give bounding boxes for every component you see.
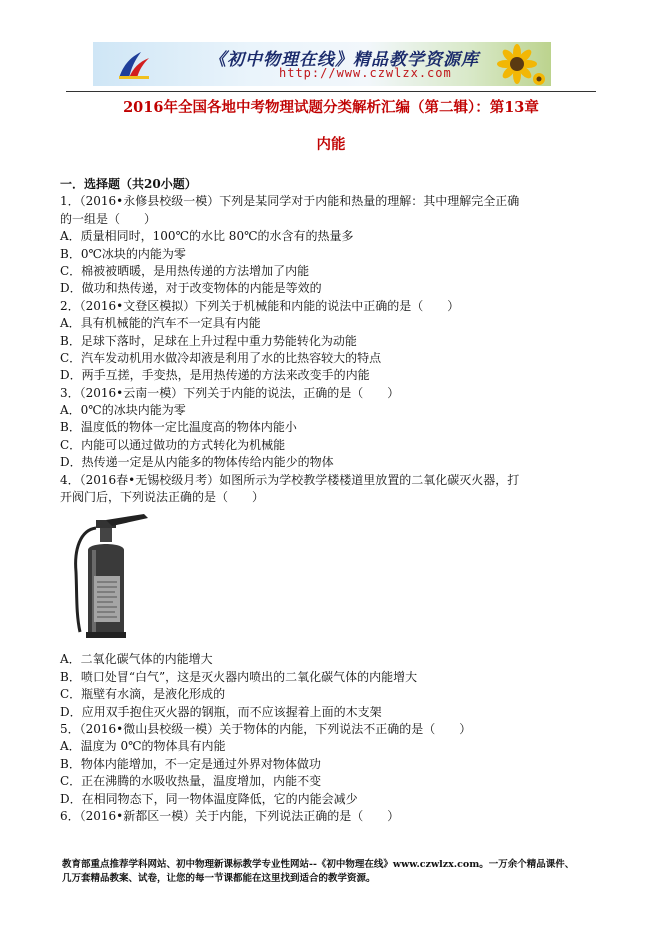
header-banner	[93, 42, 551, 86]
section-heading: 一．选择题（共20小题）	[60, 177, 197, 191]
page-footer	[62, 858, 602, 886]
text-line: 6．（2016•新都区一模）关于内能，下列说法正确的是（ ）	[60, 808, 400, 823]
text-line: D．两手互搓，手变热，是用热传递的方法来改变手的内能	[60, 368, 370, 383]
text-line: A．二氧化碳气体的内能增大	[60, 652, 213, 667]
text-line: C．瓶壁有水滴，是液化形成的	[60, 687, 226, 702]
text-line: C．内能可以通过做功的方式转化为机械能	[60, 437, 286, 452]
text-line: 3．（2016•云南一模）下列关于内能的说法，正确的是（ ）	[60, 385, 400, 400]
header-rule	[66, 91, 596, 92]
text-line: B．喷口处冒“白气”，这是灭火器内喷出的二氧化碳气体的内能增大	[60, 669, 418, 684]
document-title: 2016年全国各地中考物理试题分类解析汇编（第二辑）：第13章	[123, 99, 539, 116]
text-line: D．应用双手抱住灭火器的钢瓶，而不应该握着上面的木支架	[60, 704, 382, 719]
text-line: A．0℃的冰块内能为零	[60, 403, 186, 418]
document-title-line2: 内能	[316, 136, 346, 153]
banner-url: http://www.czwlzx.com	[279, 66, 452, 80]
text-line: 4．（2016春•无锡校级月考）如图所示为学校教学楼楼道里放置的二氧化碳灭火器，打	[60, 472, 520, 487]
footer-line-1: 教育部重点推荐学科网站、初中物理新课标教学专业性网站--《初中物理在线》www.czwlzx.com。一万余个精品课件、	[62, 859, 575, 870]
text-line: B．0℃冰块的内能为零	[60, 246, 186, 261]
text-line: C．棉被被晒暖，是用热传递的方法增加了内能	[60, 263, 310, 278]
sunflower-image	[487, 43, 545, 85]
text-line: A．温度为 0℃的物体具有内能	[60, 739, 226, 754]
banner-title: 《初中物理在线》精品教学资源库	[209, 50, 479, 70]
site-logo	[117, 50, 151, 80]
footer-line-2: 几万套精品教案、试卷，让您的每一节课都能在这里找到适合的教学资源。	[62, 873, 376, 884]
text-line: 2．（2016•文登区模拟）下列关于机械能和内能的说法中正确的是（ ）	[60, 298, 460, 313]
text-line: A．质量相同时，100℃的水比 80℃的水含有的热量多	[60, 229, 354, 244]
question-content	[60, 176, 605, 825]
text-line: A．具有机械能的汽车不一定具有内能	[60, 316, 261, 331]
text-line: 5．（2016•微山县校级一模）关于物体的内能，下列说法不正确的是（ ）	[60, 721, 472, 736]
text-line: B．物体内能增加，不一定是通过外界对物体做功	[60, 756, 321, 771]
text-line: 1．（2016•永修县校级一模）下列是某同学对于内能和热量的理解：其中理解完全正确	[60, 194, 520, 209]
text-line: B．温度低的物体一定比温度高的物体内能小	[60, 420, 297, 435]
text-line: 的一组是（ ）	[60, 211, 157, 226]
text-line: D．做功和热传递，对于改变物体的内能是等效的	[60, 281, 322, 296]
text-line: B．足球下落时，足球在上升过程中重力势能转化为动能	[60, 333, 357, 348]
text-line: D．在相同物态下，同一物体温度降低，它的内能会减少	[60, 791, 358, 806]
text-line: D．热传递一定是从内能多的物体传给内能少的物体	[60, 455, 334, 470]
text-line: 开阀门后，下列说法正确的是（ ）	[60, 490, 265, 505]
fire-extinguisher-image	[66, 514, 166, 640]
questions-part-2	[60, 651, 605, 825]
text-line: C．汽车发动机用水做冷却液是利用了水的比热容较大的特点	[60, 350, 382, 365]
text-line: C．正在沸腾的水吸收热量，温度增加，内能不变	[60, 774, 322, 789]
questions-part-1	[60, 193, 605, 506]
